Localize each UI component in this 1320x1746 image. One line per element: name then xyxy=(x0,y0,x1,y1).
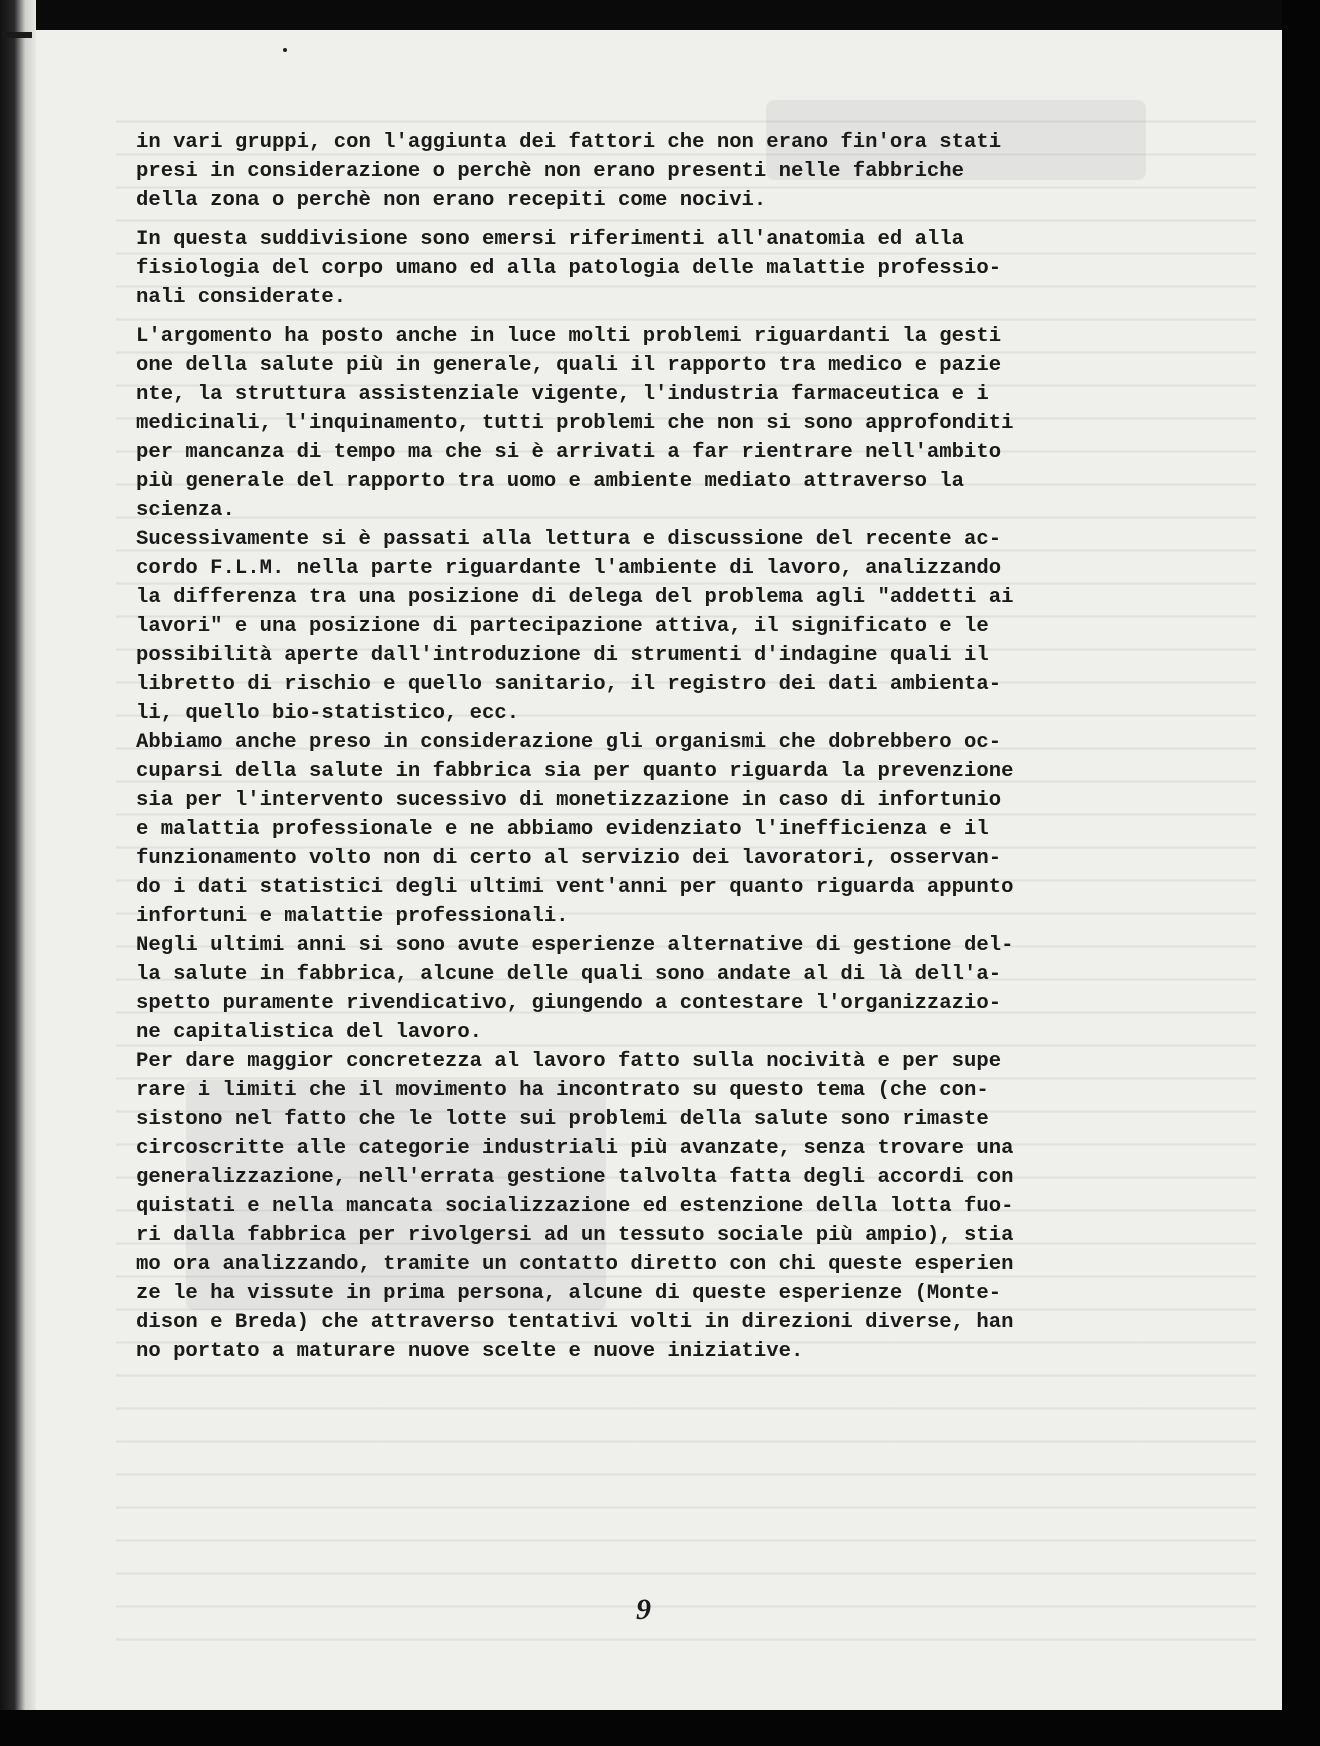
text-line: infortuni e malattie professionali. xyxy=(136,905,569,928)
text-line: libretto di rischio e quello sanitario, il registro dei dati ambienta- xyxy=(136,673,1002,696)
stray-mark xyxy=(283,48,287,52)
text-line: ze le ha vissute in prima persona, alcune di queste esperienze (Monte- xyxy=(136,1282,1002,1305)
text-line: dison e Breda) che attraverso tentativi volti in direzioni diverse, han xyxy=(136,1311,1014,1334)
page-number: 9 xyxy=(636,1593,651,1626)
text-line: Negli ultimi anni si sono avute esperienze alternative di gestione del- xyxy=(136,934,1014,957)
text-line: lavori" e una posizione di partecipazione attiva, il significato e le xyxy=(136,615,989,638)
binding-mark xyxy=(2,32,32,38)
scan-border-bottom xyxy=(0,1710,1320,1746)
text-line: fisiologia del corpo umano ed alla patologia delle malattie professio- xyxy=(136,257,1002,280)
text-line: funzionamento volto non di certo al servizio dei lavoratori, osservan- xyxy=(136,847,1002,870)
text-line: ri dalla fabbrica per rivolgersi ad un tessuto sociale più ampio), stia xyxy=(136,1224,1014,1247)
text-line: generalizzazione, nell'errata gestione talvolta fatta degli accordi con xyxy=(136,1166,1014,1189)
text-line: L'argomento ha posto anche in luce molti problemi riguardanti la gesti xyxy=(136,325,1002,348)
text-line: nte, la struttura assistenziale vigente, l'industria farmaceutica e i xyxy=(136,383,989,406)
text-line: sia per l'intervento sucessivo di monetizzazione in caso di infortunio xyxy=(136,789,1002,812)
text-line: Sucessivamente si è passati alla lettura e discussione del recente ac- xyxy=(136,528,1002,551)
text-line: medicinali, l'inquinamento, tutti problemi che non si sono approfonditi xyxy=(136,412,1014,435)
text-line: ne capitalistica del lavoro. xyxy=(136,1021,483,1044)
text-line: cordo F.L.M. nella parte riguardante l'ambiente di lavoro, analizzando xyxy=(136,557,1002,580)
text-line: in vari gruppi, con l'aggiunta dei fattori che non erano fin'ora stati xyxy=(136,131,1002,154)
text-line: li, quello bio-statistico, ecc. xyxy=(136,702,520,725)
text-line: Per dare maggior concretezza al lavoro fatto sulla nocività e per supe xyxy=(136,1050,1002,1073)
text-line: la differenza tra una posizione di delega del problema agli "addetti ai xyxy=(136,586,1014,609)
binding-edge xyxy=(0,0,36,1746)
text-line: cuparsi della salute in fabbrica sia per quanto riguarda la prevenzione xyxy=(136,760,1014,783)
scan-border-right xyxy=(1282,0,1320,1746)
text-line: rare i limiti che il movimento ha incontrato su questo tema (che con- xyxy=(136,1079,989,1102)
text-line: spetto puramente rivendicativo, giungendo a contestare l'organizzazio- xyxy=(136,992,1002,1015)
text-line: sistono nel fatto che le lotte sui problemi della salute sono rimaste xyxy=(136,1108,989,1131)
text-line: no portato a maturare nuove scelte e nuove iniziative. xyxy=(136,1340,804,1363)
text-line: quistati e nella mancata socializzazione ed estenzione della lotta fuo- xyxy=(136,1195,1014,1218)
text-line: più generale del rapporto tra uomo e ambiente mediato attraverso la xyxy=(136,470,965,493)
paragraph-1 xyxy=(136,128,1256,215)
text-line: nali considerate. xyxy=(136,286,347,309)
document-page xyxy=(36,30,1282,1710)
text-line: presi in considerazione o perchè non erano presenti nelle fabbriche xyxy=(136,160,965,183)
text-line: circoscritte alle categorie industriali più avanzate, senza trovare una xyxy=(136,1137,1014,1160)
text-line: la salute in fabbrica, alcune delle quali sono andate al di là dell'a- xyxy=(136,963,1002,986)
text-line: mo ora analizzando, tramite un contatto diretto con chi queste esperien xyxy=(136,1253,1014,1276)
text-line: In questa suddivisione sono emersi riferimenti all'anatomia ed alla xyxy=(136,228,965,251)
paragraph-3 xyxy=(136,322,1256,1366)
text-line: one della salute più in generale, quali il rapporto tra medico e pazie xyxy=(136,354,1002,377)
text-line: do i dati statistici degli ultimi vent'anni per quanto riguarda appunto xyxy=(136,876,1014,899)
text-line: e malattia professionale e ne abbiamo evidenziato l'inefficienza e il xyxy=(136,818,989,841)
text-line: scienza. xyxy=(136,499,235,522)
text-line: possibilità aperte dall'introduzione di strumenti d'indagine quali il xyxy=(136,644,989,667)
text-line: della zona o perchè non erano recepiti come nocivi. xyxy=(136,189,767,212)
text-line: Abbiamo anche preso in considerazione gli organismi che dobrebbero oc- xyxy=(136,731,1002,754)
paragraph-2 xyxy=(136,225,1256,312)
text-line: per mancanza di tempo ma che si è arrivati a far rientrare nell'ambito xyxy=(136,441,1002,464)
body-text xyxy=(136,128,1256,1366)
